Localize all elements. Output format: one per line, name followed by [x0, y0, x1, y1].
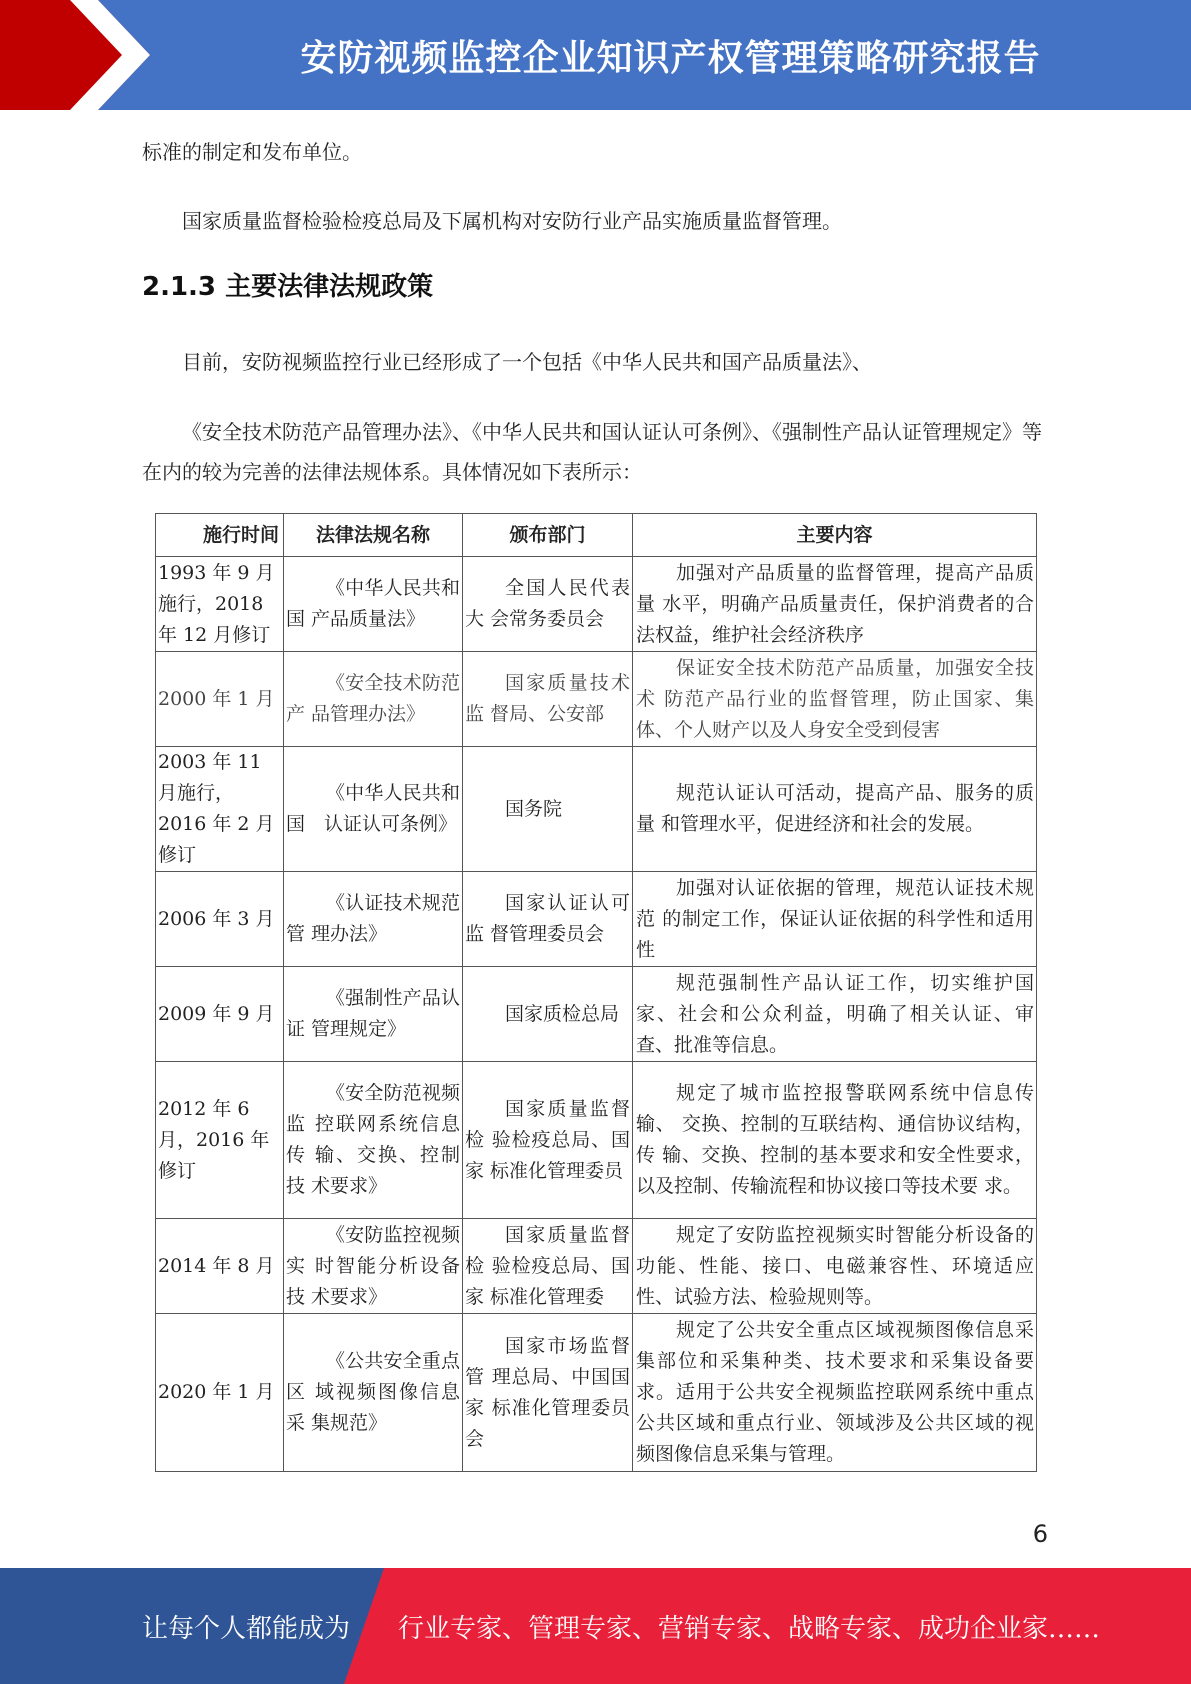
footer-slogan-right: 行业专家、管理专家、营销专家、战略专家、成功企业家…… — [398, 1613, 1101, 1644]
section-paragraph-1: 目前，安防视频监控行业已经形成了一个包括《中华人民共和国产品质量法》、 — [182, 350, 872, 374]
cell-name: 《认证技术规范管 理办法》 — [284, 872, 463, 967]
header-content: 主要内容 — [633, 514, 1037, 557]
section-heading: 2.1.3 主要法律法规政策 — [142, 272, 434, 302]
table-row — [156, 967, 1037, 1062]
header-time: 施行时间 — [156, 514, 284, 557]
cell-dept: 国家认证认可监 督管理委员会 — [463, 872, 633, 967]
cell-time: 2006 年 3 月 — [156, 872, 284, 967]
cell-time: 1993 年 9 月施行，2018 年 12 月修订 — [156, 557, 284, 652]
cell-content: 规定了安防监控视频实时智能分析设备的功能、性能、接口、电磁兼容性、环境适应性、试验方法、检验规则等。 — [633, 1219, 1037, 1314]
cell-name: 《安全防范视频监 控联网系统信息传 输、交换、控制技 术要求》 — [284, 1062, 463, 1219]
header-arrow-decoration — [0, 0, 150, 110]
cell-content: 规定了公共安全重点区域视频图像信息采集部位和采集种类、技术要求和采集设备要求。适用于公共安全视频监控联网系统中重点公共区域和重点行业、领域涉及公共区域的视频图像信息采集与管理。 — [633, 1314, 1037, 1472]
cell-name: 《中华人民共和国 产品质量法》 — [284, 557, 463, 652]
cell-dept: 国家质量监督检 验检疫总局、国家 标准化管理委员 — [463, 1062, 633, 1219]
cell-time: 2009 年 9 月 — [156, 967, 284, 1062]
table-row — [156, 747, 1037, 872]
cell-name: 《安全技术防范产 品管理办法》 — [284, 652, 463, 747]
cell-dept: 国家质量监督检 验检疫总局、国家 标准化管理委 — [463, 1219, 633, 1314]
footer-slogan-left: 让每个人都能成为 — [142, 1613, 351, 1644]
table-row — [156, 652, 1037, 747]
report-title: 安防视频监控企业知识产权管理策略研究报告 — [300, 37, 1041, 79]
page-header — [0, 0, 1191, 110]
laws-table — [155, 513, 1037, 1472]
cell-content: 加强对产品质量的监督管理，提高产品质量 水平，明确产品质量责任，保护消费者的合法权益，维护社会经济秩序 — [633, 557, 1037, 652]
cell-dept: 国家质量技术监 督局、公安部 — [463, 652, 633, 747]
cell-content: 规定了城市监控报警联网系统中信息传输、 交换、控制的互联结构、通信协议结构，传 输、交换、控制的基本要求和安全性要求，以及控制、传输流程和协议接口等技术要 求。 — [633, 1062, 1037, 1219]
cell-content: 规范强制性产品认证工作，切实维护国家、社会和公众利益，明确了相关认证、审查、批准等信息。 — [633, 967, 1037, 1062]
section-paragraph-2: 《安全技术防范产品管理办法》、《中华人民共和国认证认可条例》、《强制性产品认证管理规定》等在内的较为完善的法律法规体系。具体情况如下表所示： — [142, 420, 1042, 484]
cell-time: 2000 年 1 月 — [156, 652, 284, 747]
table-row — [156, 1314, 1037, 1472]
cell-dept: 国家质检总局 — [463, 967, 633, 1062]
cell-time: 2003 年 11 月施行，2016 年 2 月修订 — [156, 747, 284, 872]
table-row — [156, 872, 1037, 967]
cell-name: 《安防监控视频实 时智能分析设备技 术要求》 — [284, 1219, 463, 1314]
table-row — [156, 557, 1037, 652]
cell-time: 2020 年 1 月 — [156, 1314, 284, 1472]
cell-content: 加强对认证依据的管理，规范认证技术规范 的制定工作，保证认证依据的科学性和适用性 — [633, 872, 1037, 967]
cell-content: 保证安全技术防范产品质量，加强安全技术 防范产品行业的监督管理，防止国家、集体、个人财产以及人身安全受到侵害 — [633, 652, 1037, 747]
cell-dept: 全国人民代表大 会常务委员会 — [463, 557, 633, 652]
table-row — [156, 1219, 1037, 1314]
cell-dept: 国务院 — [463, 747, 633, 872]
header-dept: 颁布部门 — [463, 514, 633, 557]
cell-content: 规范认证认可活动，提高产品、服务的质量 和管理水平，促进经济和社会的发展。 — [633, 747, 1037, 872]
table-row — [156, 1062, 1037, 1219]
cell-time: 2012 年 6 月，2016 年修订 — [156, 1062, 284, 1219]
cell-name: 《公共安全重点区 域视频图像信息采 集规范》 — [284, 1314, 463, 1472]
cell-dept: 国家市场监督管 理总局、中国国家 标准化管理委员 会 — [463, 1314, 633, 1472]
cell-time: 2014 年 8 月 — [156, 1219, 284, 1314]
intro-line-1: 标准的制定和发布单位。 — [142, 140, 362, 164]
cell-name: 《中华人民共和国 认证认可条例》 — [284, 747, 463, 872]
intro-line-2: 国家质量监督检验检疫总局及下属机构对安防行业产品实施质量监督管理。 — [182, 209, 842, 233]
cell-name: 《强制性产品认证 管理规定》 — [284, 967, 463, 1062]
page-number: 6 — [1032, 1520, 1048, 1548]
table-header-row — [156, 514, 1037, 557]
header-name: 法律法规名称 — [284, 514, 463, 557]
